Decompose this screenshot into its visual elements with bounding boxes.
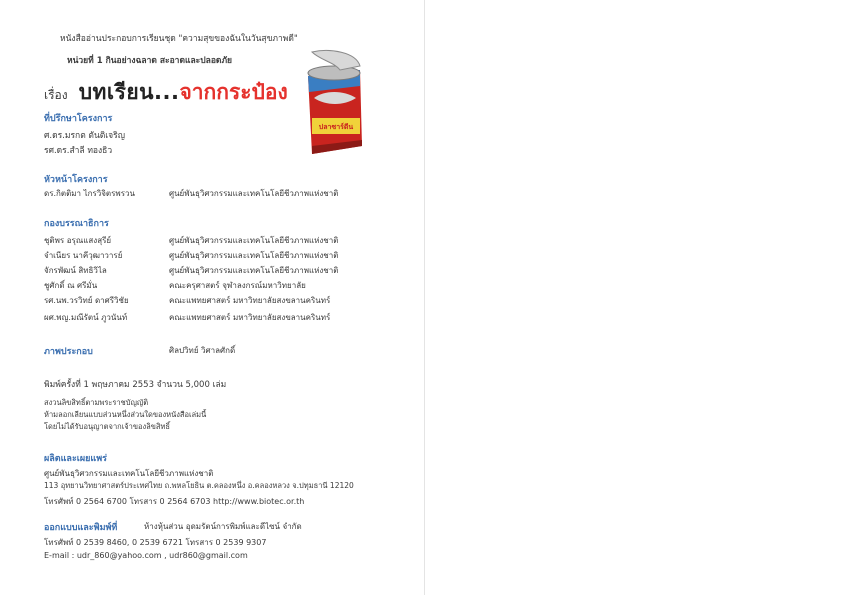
project-lead-name: ดร.กิตติมา ไกรวิจิตรพรวน: [44, 189, 135, 198]
can-label: ปลาซาร์ดีน: [318, 123, 354, 131]
series-title: หนังสืออ่านประกอบการเรียนชุด "ความสุขของฉันในวันสุขภาพดี": [60, 34, 298, 44]
editor-affiliation: คณะครุศาสตร์ จุฬาลงกรณ์มหาวิทยาลัย: [169, 281, 306, 290]
printer-phone: โทรศัพท์ 0 2539 8460, 0 2539 6721 โทรสาร 0 2539 9307: [44, 538, 267, 547]
project-lead-row: [44, 187, 404, 199]
editor-row: [44, 279, 404, 291]
editor-affiliation: คณะแพทยศาสตร์ มหาวิทยาลัยสงขลานครินทร์: [169, 296, 331, 305]
title-prefix: เรื่อง: [44, 88, 68, 102]
editor-affiliation: คณะแพทยศาสตร์ มหาวิทยาลัยสงขลานครินทร์: [169, 313, 331, 322]
publisher-address: 113 อุทยานวิทยาศาสตร์ประเทศไทย ถ.พหลโยธิน ต.คลองหนึ่ง อ.คลองหลวง จ.ปทุมธานี 12120: [44, 481, 354, 490]
publisher-org: ศูนย์พันธุวิศวกรรมและเทคโนโลยีชีวภาพแห่งชาติ: [44, 469, 214, 478]
book-title: [44, 76, 288, 106]
title-main: บทเรียน...: [78, 80, 180, 104]
advisors-heading: ที่ปรึกษาโครงการ: [44, 114, 113, 124]
illustration-row: [44, 344, 404, 356]
advisor-name: ศ.ดร.มรกต ตันติเจริญ: [44, 131, 125, 141]
project-lead-heading: หัวหน้าโครงการ: [44, 175, 108, 185]
illustration-heading: ภาพประกอบ: [44, 347, 93, 357]
editor-name: รศ.นพ.วรวิทย์ ดาศรีวิชัย: [44, 296, 129, 305]
publisher-contact: โทรศัพท์ 0 2564 6700 โทรสาร 0 2564 6703 http://www.biotec.or.th: [44, 497, 305, 506]
copyright-line: สงวนลิขสิทธิ์ตามพระราชบัญญัติ: [44, 398, 149, 407]
editor-row: [44, 249, 404, 261]
title-accent: จากกระป๋อง: [179, 80, 288, 104]
project-lead-affiliation: ศูนย์พันธุวิศวกรรมและเทคโนโลยีชีวภาพแห่งชาติ: [169, 189, 339, 198]
editor-name: ชุติพร อรุณแสงสุรีย์: [44, 236, 112, 245]
editor-affiliation: ศูนย์พันธุวิศวกรรมและเทคโนโลยีชีวภาพแห่งชาติ: [169, 266, 339, 275]
copyright-line: ห้ามลอกเลียนแบบส่วนหนึ่งส่วนใดของหนังสือเล่มนี้: [44, 410, 207, 419]
editor-row: [44, 264, 404, 276]
illustration-name: ศิลปวิทย์ วิศาลศักดิ์: [169, 346, 236, 355]
editor-affiliation: ศูนย์พันธุวิศวกรรมและเทคโนโลยีชีวภาพแห่งชาติ: [169, 251, 339, 260]
editor-row: [44, 234, 404, 246]
edition-info: พิมพ์ครั้งที่ 1 พฤษภาคม 2553 จำนวน 5,000 เล่ม: [44, 380, 227, 390]
advisor-name: รศ.ดร.สำลี ทองธิว: [44, 146, 113, 156]
editor-name: จักรพัฒน์ สิทธิวิไล: [44, 266, 107, 275]
editor-row: [44, 294, 404, 306]
editor-name: จำเนียร นาคีวุฒาวารย์: [44, 251, 123, 260]
sardine-can-icon: [300, 46, 368, 158]
editor-name: ผศ.พญ.มณีรัตน์ ภูวนันท์: [44, 313, 128, 322]
printer-email: E-mail : udr_860@yahoo.com , udr860@gmail.com: [44, 551, 248, 560]
unit-title: หน่วยที่ 1 กินอย่างฉลาด สะอาดและปลอดภัย: [67, 56, 233, 66]
copyright-line: โดยไม่ได้รับอนุญาตจากเจ้าของลิขสิทธิ์: [44, 422, 170, 431]
can-body: [308, 51, 362, 154]
editors-heading: กองบรรณาธิการ: [44, 219, 109, 229]
publisher-heading: ผลิตและเผยแพร่: [44, 454, 107, 464]
editor-name: ชูศักดิ์ ณ ศรีมั่น: [44, 281, 98, 290]
printer-name: ห้างหุ้นส่วน อุดมรัตน์การพิมพ์และดีไซน์ จำกัด: [144, 522, 302, 531]
editor-affiliation: ศูนย์พันธุวิศวกรรมและเทคโนโลยีชีวภาพแห่งชาติ: [169, 236, 339, 245]
editor-row: [44, 311, 404, 323]
printer-heading: ออกแบบและพิมพ์ที่: [44, 523, 118, 533]
printer-row: [44, 520, 404, 532]
